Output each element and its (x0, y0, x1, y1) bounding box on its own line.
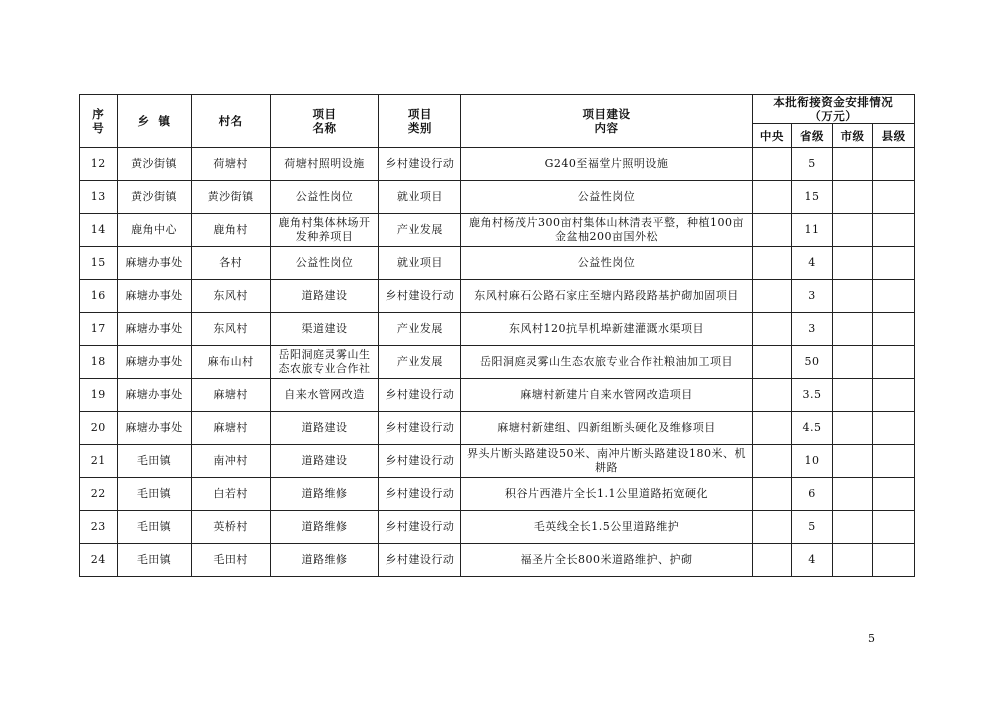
header-project-name: 项目 名称 (270, 95, 379, 148)
cell-county (873, 511, 915, 544)
cell-content: 岳阳洞庭灵雾山生态农旅专业合作社粮油加工项目 (461, 346, 752, 379)
header-town: 乡 镇 (117, 95, 191, 148)
table-row (80, 412, 915, 445)
cell-town: 麻塘办事处 (117, 280, 191, 313)
cell-type: 乡村建设行动 (379, 445, 461, 478)
header-project-content: 项目建设 内容 (461, 95, 752, 148)
cell-town: 毛田镇 (117, 511, 191, 544)
cell-city (832, 313, 873, 346)
cell-central (752, 214, 792, 247)
cell-province: 11 (792, 214, 833, 247)
cell-city (832, 544, 873, 577)
cell-village: 毛田村 (191, 544, 270, 577)
cell-content: 东风村120抗旱机埠新建灌溉水渠项目 (461, 313, 752, 346)
cell-village: 东风村 (191, 280, 270, 313)
table-row (80, 511, 915, 544)
table-row (80, 313, 915, 346)
cell-name: 自来水管网改造 (270, 379, 379, 412)
cell-county (873, 412, 915, 445)
cell-village: 英桥村 (191, 511, 270, 544)
cell-seq: 23 (80, 511, 118, 544)
cell-name: 道路建设 (270, 412, 379, 445)
cell-city (832, 148, 873, 181)
cell-type: 乡村建设行动 (379, 412, 461, 445)
cell-content: 鹿角村杨茂片300亩村集体山林清表平整，种植100亩金盆柚200亩国外松 (461, 214, 752, 247)
cell-county (873, 280, 915, 313)
cell-central (752, 346, 792, 379)
cell-town: 麻塘办事处 (117, 412, 191, 445)
cell-type: 产业发展 (379, 214, 461, 247)
cell-province: 10 (792, 445, 833, 478)
cell-seq: 20 (80, 412, 118, 445)
cell-seq: 15 (80, 247, 118, 280)
cell-province: 4.5 (792, 412, 833, 445)
cell-village: 麻布山村 (191, 346, 270, 379)
header-central: 中央 (752, 124, 792, 148)
table-row (80, 445, 915, 478)
cell-seq: 18 (80, 346, 118, 379)
cell-village: 麻塘村 (191, 412, 270, 445)
cell-name: 道路维修 (270, 511, 379, 544)
cell-town: 鹿角中心 (117, 214, 191, 247)
cell-seq: 13 (80, 181, 118, 214)
cell-village: 各村 (191, 247, 270, 280)
cell-county (873, 148, 915, 181)
cell-town: 黄沙街镇 (117, 148, 191, 181)
cell-name: 荷塘村照明设施 (270, 148, 379, 181)
cell-village: 黄沙街镇 (191, 181, 270, 214)
cell-town: 麻塘办事处 (117, 247, 191, 280)
cell-province: 15 (792, 181, 833, 214)
cell-content: 东风村麻石公路石家庄至塘内路段路基护砌加固项目 (461, 280, 752, 313)
table-row (80, 247, 915, 280)
cell-type: 产业发展 (379, 346, 461, 379)
cell-village: 白若村 (191, 478, 270, 511)
cell-name: 公益性岗位 (270, 247, 379, 280)
cell-central (752, 544, 792, 577)
cell-type: 就业项目 (379, 181, 461, 214)
cell-village: 东风村 (191, 313, 270, 346)
cell-town: 麻塘办事处 (117, 379, 191, 412)
cell-city (832, 511, 873, 544)
cell-central (752, 379, 792, 412)
table-row (80, 346, 915, 379)
header-city: 市级 (832, 124, 873, 148)
cell-town: 黄沙街镇 (117, 181, 191, 214)
cell-name: 道路维修 (270, 544, 379, 577)
cell-county (873, 214, 915, 247)
cell-content: 界头片断头路建设50米、南冲片断头路建设180米、机耕路 (461, 445, 752, 478)
cell-village: 南冲村 (191, 445, 270, 478)
cell-name: 道路建设 (270, 445, 379, 478)
cell-seq: 21 (80, 445, 118, 478)
cell-central (752, 511, 792, 544)
cell-central (752, 412, 792, 445)
cell-province: 4 (792, 247, 833, 280)
cell-name: 公益性岗位 (270, 181, 379, 214)
cell-content: 福圣片全长800米道路维护、护砌 (461, 544, 752, 577)
cell-province: 5 (792, 148, 833, 181)
cell-content: 公益性岗位 (461, 247, 752, 280)
cell-seq: 16 (80, 280, 118, 313)
cell-type: 乡村建设行动 (379, 544, 461, 577)
cell-seq: 12 (80, 148, 118, 181)
cell-seq: 19 (80, 379, 118, 412)
cell-county (873, 544, 915, 577)
header-province: 省级 (792, 124, 833, 148)
cell-town: 毛田镇 (117, 445, 191, 478)
cell-city (832, 379, 873, 412)
cell-name: 道路维修 (270, 478, 379, 511)
cell-name: 道路建设 (270, 280, 379, 313)
cell-central (752, 478, 792, 511)
cell-village: 麻塘村 (191, 379, 270, 412)
cell-county (873, 379, 915, 412)
table-row (80, 214, 915, 247)
table-row (80, 478, 915, 511)
cell-city (832, 181, 873, 214)
table-row (80, 544, 915, 577)
cell-city (832, 445, 873, 478)
cell-content: 积谷片西港片全长1.1公里道路拓宽硬化 (461, 478, 752, 511)
cell-county (873, 445, 915, 478)
cell-province: 6 (792, 478, 833, 511)
header-funding: 本批衔接资金安排情况 （万元） (752, 95, 914, 124)
cell-content: 麻塘村新建组、四新组断头硬化及维修项目 (461, 412, 752, 445)
cell-town: 麻塘办事处 (117, 313, 191, 346)
cell-type: 乡村建设行动 (379, 511, 461, 544)
cell-type: 乡村建设行动 (379, 478, 461, 511)
cell-type: 产业发展 (379, 313, 461, 346)
funding-table (79, 94, 915, 577)
cell-central (752, 247, 792, 280)
cell-city (832, 412, 873, 445)
cell-type: 乡村建设行动 (379, 379, 461, 412)
cell-content: G240至福堂片照明设施 (461, 148, 752, 181)
cell-county (873, 247, 915, 280)
cell-type: 乡村建设行动 (379, 148, 461, 181)
cell-province: 5 (792, 511, 833, 544)
cell-county (873, 313, 915, 346)
cell-city (832, 214, 873, 247)
cell-county (873, 181, 915, 214)
table-row (80, 181, 915, 214)
cell-central (752, 313, 792, 346)
cell-province: 3 (792, 313, 833, 346)
table-row (80, 280, 915, 313)
cell-town: 麻塘办事处 (117, 346, 191, 379)
cell-town: 毛田镇 (117, 544, 191, 577)
cell-county (873, 346, 915, 379)
cell-city (832, 247, 873, 280)
cell-province: 3.5 (792, 379, 833, 412)
cell-content: 毛英线全长1.5公里道路维护 (461, 511, 752, 544)
cell-seq: 22 (80, 478, 118, 511)
cell-city (832, 346, 873, 379)
cell-name: 鹿角村集体林场开发种养项目 (270, 214, 379, 247)
header-village: 村名 (191, 95, 270, 148)
cell-village: 鹿角村 (191, 214, 270, 247)
cell-seq: 17 (80, 313, 118, 346)
table-row (80, 148, 915, 181)
cell-name: 岳阳洞庭灵雾山生态农旅专业合作社 (270, 346, 379, 379)
header-county: 县级 (873, 124, 915, 148)
cell-central (752, 445, 792, 478)
cell-province: 3 (792, 280, 833, 313)
cell-central (752, 148, 792, 181)
page-number: 5 (868, 632, 875, 645)
cell-type: 就业项目 (379, 247, 461, 280)
header-project-type: 项目 类别 (379, 95, 461, 148)
cell-city (832, 280, 873, 313)
cell-province: 4 (792, 544, 833, 577)
cell-county (873, 478, 915, 511)
cell-town: 毛田镇 (117, 478, 191, 511)
cell-content: 麻塘村新建片自来水管网改造项目 (461, 379, 752, 412)
cell-seq: 24 (80, 544, 118, 577)
cell-name: 渠道建设 (270, 313, 379, 346)
cell-central (752, 181, 792, 214)
cell-village: 荷塘村 (191, 148, 270, 181)
cell-content: 公益性岗位 (461, 181, 752, 214)
cell-type: 乡村建设行动 (379, 280, 461, 313)
cell-seq: 14 (80, 214, 118, 247)
cell-province: 50 (792, 346, 833, 379)
header-seq: 序 号 (80, 95, 118, 148)
table-row (80, 379, 915, 412)
cell-city (832, 478, 873, 511)
cell-central (752, 280, 792, 313)
